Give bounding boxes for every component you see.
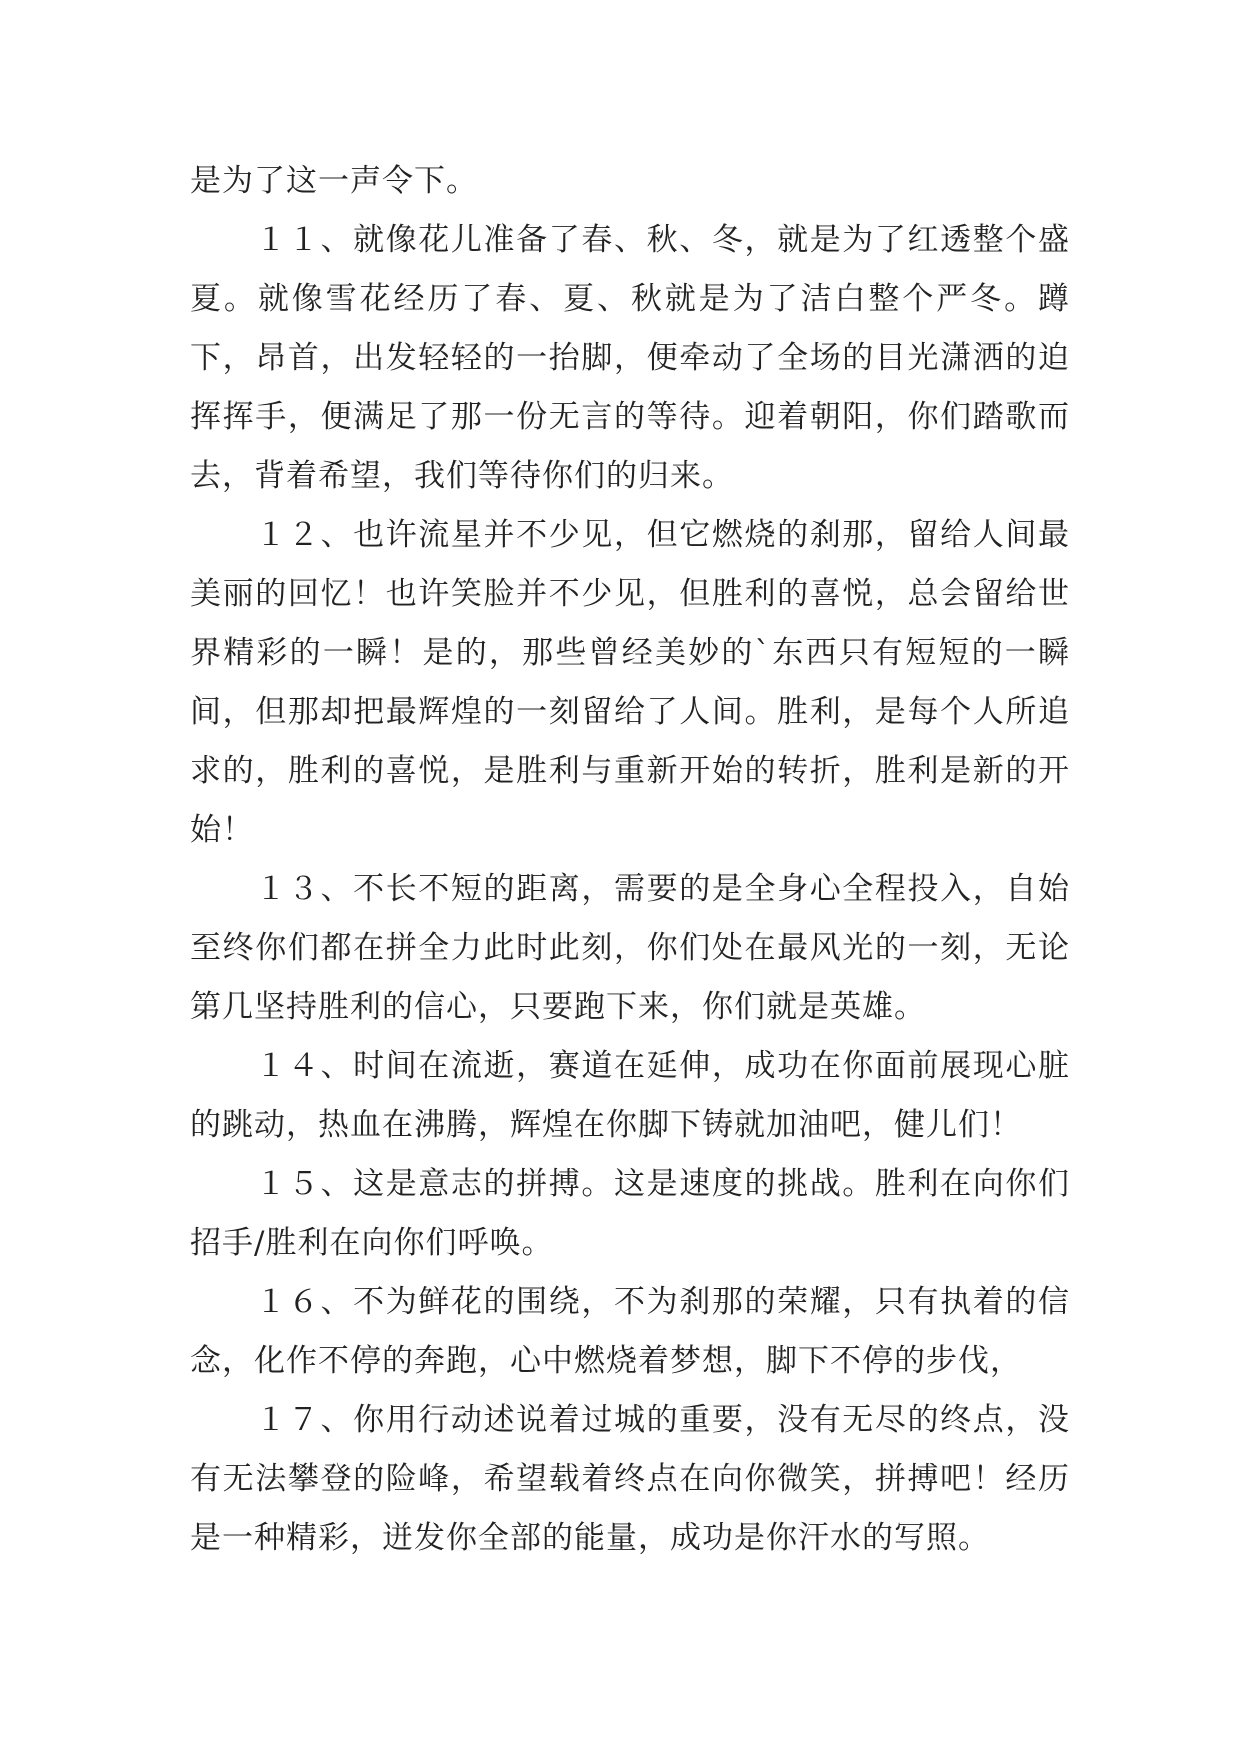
document-body — [190, 152, 1070, 1568]
paragraph-item-11: １１、就像花儿准备了春、秋、冬，就是为了红透整个盛夏。就像雪花经历了春、夏、秋就是为了洁白整个严冬。蹲下，昂首，出发轻轻的一抬脚，便牵动了全场的目光潇洒的迫挥挥手，便满足了那一份无言的等待。迎着朝阳，你们踏歌而去，背着希望，我们等待你们的归来。 — [190, 222, 1070, 494]
paragraph-item-13: １３、不长不短的距离，需要的是全身心全程投入，自始至终你们都在拼全力此时此刻，你们处在最风光的一刻，无论第几坚持胜利的信心，只要跑下来，你们就是英雄。 — [190, 871, 1070, 1025]
paragraph-item-14: １４、时间在流逝，赛道在延伸，成功在你面前展现心脏的跳动，热血在沸腾，辉煌在你脚下铸就加油吧，健儿们！ — [190, 1048, 1070, 1143]
paragraph-continuation: 是为了这一声令下。 — [190, 163, 478, 199]
paragraph-item-15: １５、这是意志的拼搏。这是速度的挑战。胜利在向你们招手/胜利在向你们呼唤。 — [190, 1166, 1070, 1261]
paragraph-item-16: １６、不为鲜花的围绕，不为刹那的荣耀，只有执着的信念，化作不停的奔跑，心中燃烧着梦想，脚下不停的步伐， — [190, 1284, 1070, 1379]
paragraph-item-17: １７、你用行动述说着过城的重要，没有无尽的终点，没有无法攀登的险峰，希望载着终点在向你微笑，拼搏吧！经历是一种精彩，迸发你全部的能量，成功是你汗水的写照。 — [190, 1402, 1070, 1556]
paragraph-item-12: １２、也许流星并不少见，但它燃烧的刹那，留给人间最美丽的回忆！也许笑脸并不少见，但胜利的喜悦，总会留给世界精彩的一瞬！是的，那些曾经美妙的`东西只有短短的一瞬间，但那却把最辉煌的一刻留给了人间。胜利，是每个人所追求的，胜利的喜悦，是胜利与重新开始的转折，胜利是新的开始！ — [190, 517, 1070, 848]
